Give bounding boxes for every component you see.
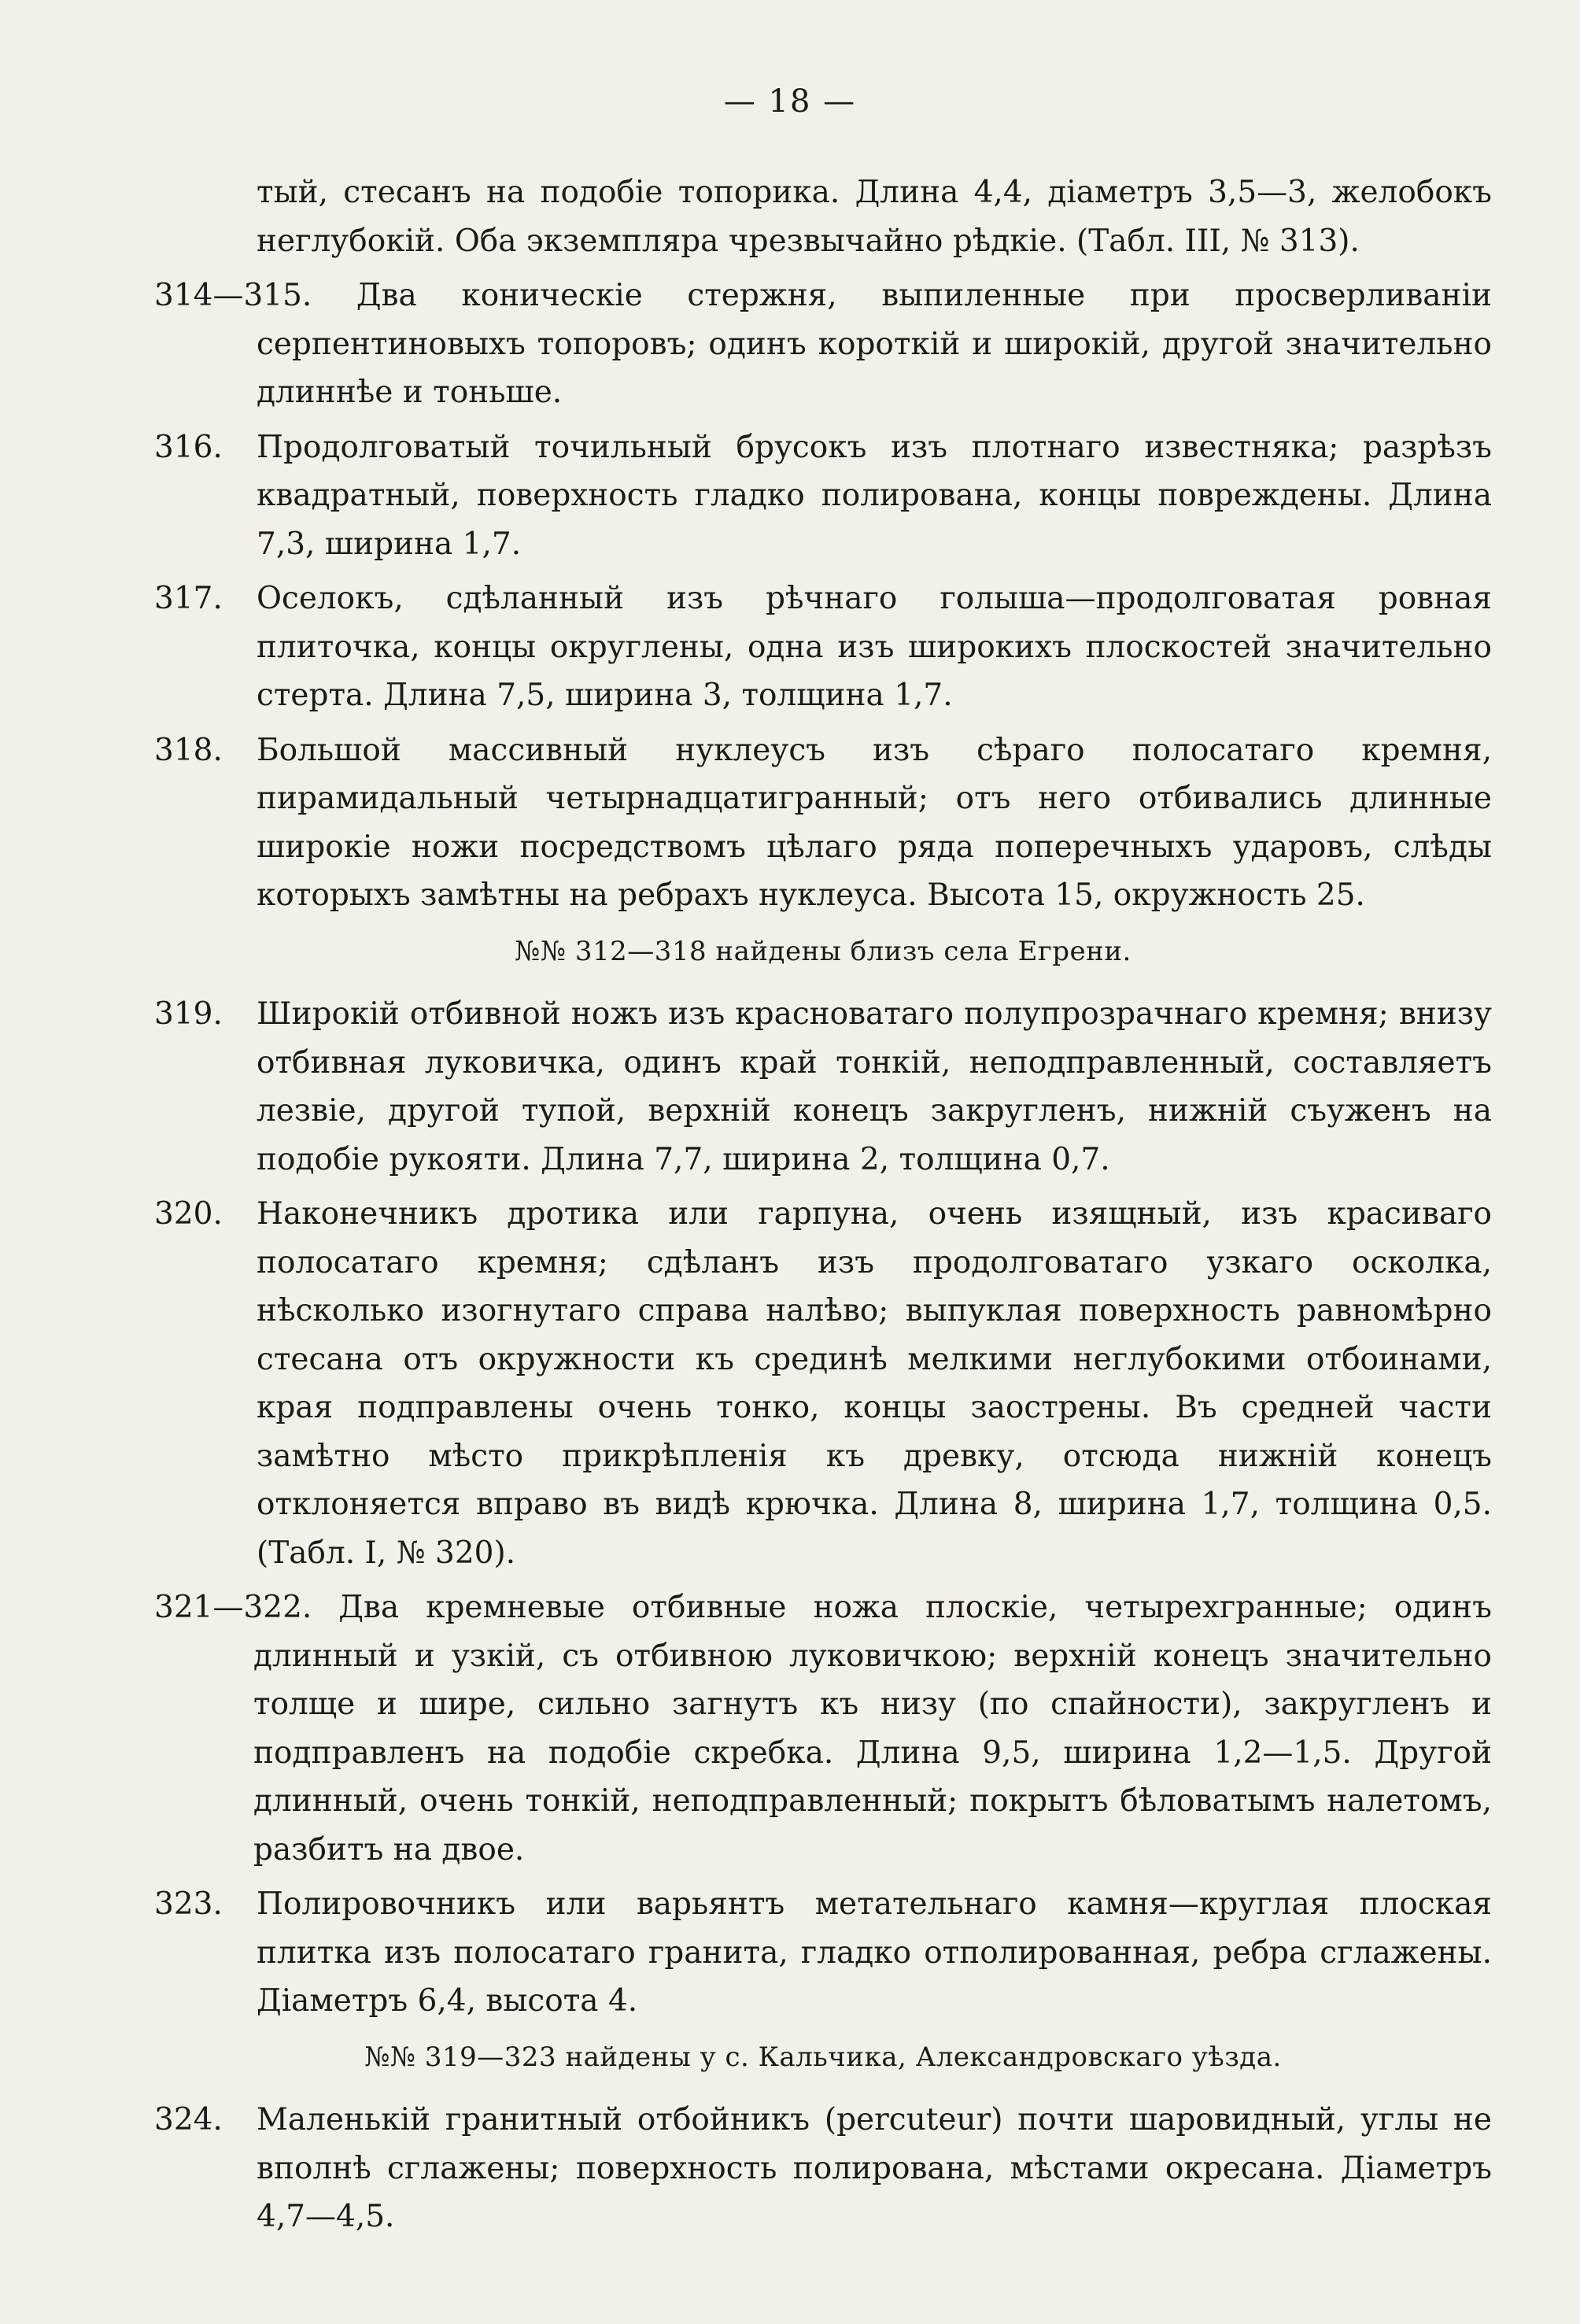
entry-text: Оселокъ, сдѣланный изъ рѣчнаго голыша—продолговатая ровная плиточка, концы округлены, одна изъ широкихъ плоскостей значительно стерта. Длина 7,5, ширина 3, толщина 1,7. — [257, 581, 1492, 713]
entry-text: Маленькій гранитный отбойникъ (percuteur) почти шаровидный, углы не вполнѣ сглажены; поверхность полирована, мѣстами окресана. Діаметръ 4,7—4,5. — [257, 2102, 1492, 2234]
entry-317 — [154, 575, 1492, 720]
entry-text: Полировочникъ или варьянтъ метательнаго камня—круглая плоская плитка изъ полосатаго гранита, гладко отполированная, ребра сглажены. Діаметръ 6,4, высота 4. — [257, 1886, 1492, 2019]
page-number: — 18 — — [723, 83, 857, 120]
found-location-note: №№ 319—323 найдены у с. Кальчика, Александровскаго уѣзда. — [364, 2041, 1282, 2073]
entry-number: 321—322. — [154, 1590, 312, 1625]
entry-text: Наконечникъ дротика или гарпуна, очень изящный, изъ красиваго полосатаго кремня; сдѣланъ изъ продолговатаго узкаго осколка, нѣсколько изогнутаго справа налѣво; выпуклая поверхность равномѣрно стесана отъ окружности къ срединѣ мелкими неглубокими отбоинами, края подправлены очень тонко, концы заострены. Въ средней части замѣтно мѣсто прикрѣпленія къ древку, отсюда нижній конецъ отклоняется вправо въ видѣ крючка. Длина 8, ширина 1,7, толщина 0,5. (Табл. I, № 320). — [257, 1196, 1492, 1571]
entry-text: тый, стесанъ на подобіе топорика. Длина 4,4, діаметръ 3,5—3, желобокъ неглубокій. Оба экземпляра чрезвычайно рѣдкіе. (Табл. III, № 313). — [257, 175, 1492, 259]
entry-318 — [154, 726, 1492, 920]
entry-320 — [154, 1190, 1492, 1577]
entry-number: 317. — [154, 581, 223, 616]
entry-number: 316. — [154, 429, 223, 465]
entry-number: 320. — [154, 1196, 223, 1232]
entry-text: Большой массивный нуклеусъ изъ сѣраго полосатаго кремня, пирамидальный четырнадцатигранный; отъ него отбивались длинные широкіе ножи посредствомъ цѣлаго ряда поперечныхъ ударовъ, слѣды которыхъ замѣтны на ребрахъ нуклеуса. Высота 15, окружность 25. — [257, 732, 1492, 913]
entry-314-315 — [154, 272, 1492, 417]
entry-316 — [154, 423, 1492, 569]
entry-number: 323. — [154, 1886, 223, 1922]
entry-text: Два коническіе стержня, выпиленные при просверливаніи серпентиновыхъ топоровъ; одинъ короткій и широкій, другой значительно длиннѣе и тоньше. — [257, 278, 1492, 410]
entry-321-322 — [154, 1583, 1492, 1874]
entry-313-continuation — [154, 168, 1492, 265]
entry-number: 324. — [154, 2102, 223, 2137]
entry-number: 314—315. — [154, 278, 312, 313]
entry-323 — [154, 1880, 1492, 2026]
entry-324 — [154, 2096, 1492, 2241]
page-content — [154, 168, 1492, 2248]
found-location-note: №№ 312—318 найдены близъ села Егрени. — [515, 935, 1131, 967]
entry-text: Два кремневые отбивные ножа плоскіе, четырехгранные; одинъ длинный и узкій, съ отбивною луковичкою; верхній конецъ значительно толще и шире, сильно загнутъ къ низу (по спайности), закругленъ и подправленъ на подобіе скребка. Длина 9,5, ширина 1,2—1,5. Другой длинный, очень тонкій, неподправленный; покрытъ бѣловатымъ налетомъ, разбитъ на двое. — [253, 1590, 1492, 1868]
entry-319 — [154, 990, 1492, 1184]
entry-text: Продолговатый точильный брусокъ изъ плотнаго известняка; разрѣзъ квадратный, поверхность гладко полирована, концы повреждены. Длина 7,3, ширина 1,7. — [257, 429, 1492, 562]
entry-number: 319. — [154, 996, 223, 1032]
entry-number: 318. — [154, 732, 223, 768]
entry-text: Широкій отбивной ножъ изъ красноватаго полупрозрачнаго кремня; внизу отбивная луковичка, одинъ край тонкій, неподправленный, составляетъ лезвіе, другой тупой, верхній конецъ закругленъ, нижній съуженъ на подобіе рукояти. Длина 7,7, ширина 2, толщина 0,7. — [257, 996, 1492, 1177]
